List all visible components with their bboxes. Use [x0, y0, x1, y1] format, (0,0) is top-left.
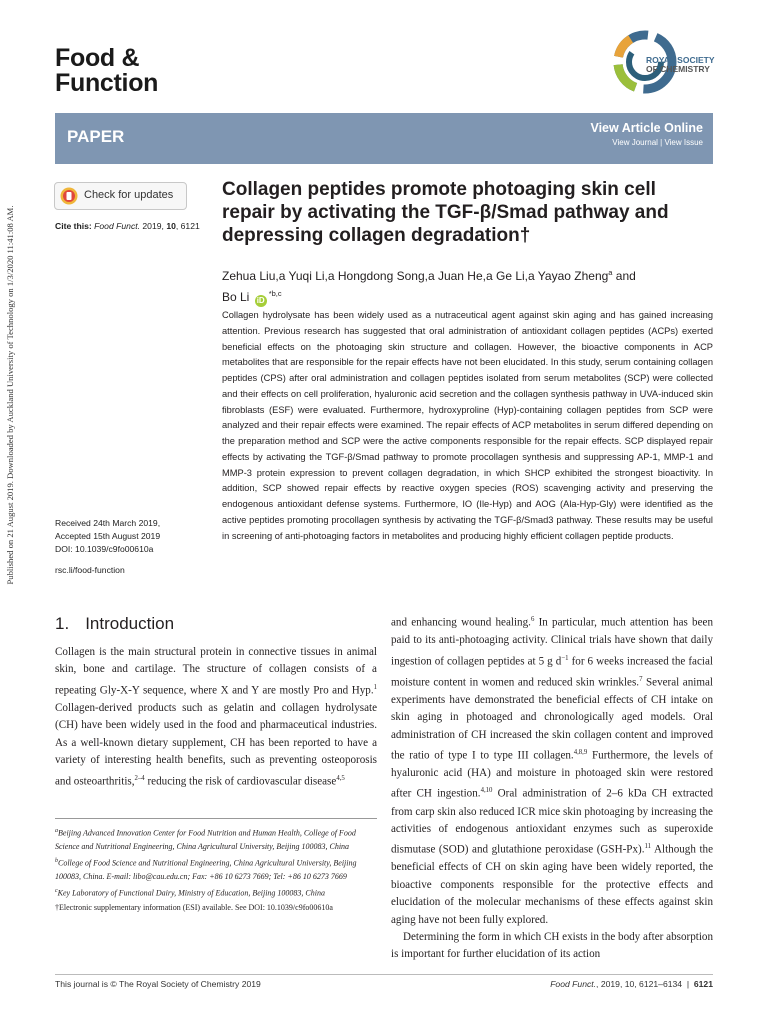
footnote-esi: †Electronic supplementary information (ESI) available. See DOI: 10.1039/c9fo00610a	[55, 902, 333, 912]
authors-line-1[interactable]: Zehua Liu,a Yuqi Li,a Hongdong Song,a Juan He,a Ge Li,a Yayao Zheng$^a$ and	[222, 268, 636, 283]
download-watermark: Published on 21 August 2019. Downloaded by Auckland University of Technology on 1/3/2020 11:41:08 AM.	[5, 205, 15, 585]
footnote-affiliation-a: $^a$Beijing Advanced Innovation Center for Food Nutrition and Human Health, College of Food Science and Nutritional Engineering, China Agricultural University, Beijing 100083, China	[55, 828, 356, 852]
accepted-date: Accepted 15th August 2019	[55, 531, 161, 541]
footer-citation: Food Funct., 2019, 10, 6121–6134 | 6121	[550, 979, 713, 989]
journal-title[interactable]	[55, 46, 225, 96]
article-type: PAPER	[67, 127, 125, 146]
article-title: Collagen peptides promote photoaging skin cell repair by activating the TGF-β/Smad pathway and depressing collagen degradation†	[222, 179, 669, 246]
check-updates-label: Check for updates	[84, 189, 174, 201]
check-updates-icon	[60, 187, 78, 205]
footnote-divider	[55, 818, 377, 819]
footer-divider	[55, 974, 713, 975]
footnote-affiliation-b: $^b$College of Food Science and Nutritional Engineering, China Agricultural University, Beijing 100083, China. E-mail: libo@cau.edu.cn; Fax: +86 10 6273 7669; Tel: +86 10 6273 7669	[55, 857, 357, 882]
rsc-logo-text: ROYAL SOCIETY OF CHEMISTRY	[646, 55, 715, 74]
citation: Cite this: Food Funct. 2019, 10, 6121	[55, 221, 200, 231]
section-heading: 1. Introduction	[55, 614, 175, 633]
view-journal-issue-links[interactable]: View Journal | View Issue	[612, 138, 703, 147]
body-column-left: Collagen is the main structural protein in connective tissues in animal skin, bone and cartilage. The structure of collagen consists of a repeating Gly-X-Y sequence, where X and Y are mostly Pro and Hyp.$^1$ Collagen-derived products such as gelatin and collagen hydrolysate (CH) have been widely used in the food and pharmaceutical industries. As a well-known dietary supplement, CH has been reported to have a variety of interesting health benefits, such as preventing osteoporosis and osteoarthritis,$^{2-4}$ reducing the risk of cardiovascular disease$^{4,5}$	[55, 646, 377, 788]
article-banner	[55, 113, 713, 164]
paragraph: and enhancing wound healing.$^6$ In particular, much attention has been paid to its anti-photoaging activity. Clinical trials have shown that daily ingestion of collagen peptides at 5 g $d^{-1}$ for 6 weeks increased the facial moisture content in women and reduced skin wrinkles.$^7$ Several animal experiments have demonstrated the beneficial effects of CH intake on skin aging in photoaged and chronologically aged models. Oral administration of CH increased the skin collagen content and improved the ratio of type I to type III collagen.$^{4,8,9}$ Furthermore, the levels of hyaluronic acid (HA) and moisture in photoaged skin were restored after CH ingestion.$^{4,10}$ Oral administration of 2–6 kDa CH extracted from carp skin also reduced ICR mice skin photoaging by increasing the activities of endogenous antioxidant enzymes such as superoxide dismutase (SOD) and glutathione peroxidase (GSH-Px).$^{11}$ Although the beneficial effects of CH on skin aging have been widely reported, the bioactive components responsible for the protective effects and elucidation of the molecular mechanisms of these effects against skin aging have not been fully explored.	[391, 616, 713, 926]
footnote-affiliation-c: $^c$Key Laboratory of Functional Dairy, Ministry of Education, Beijing 100083, China	[55, 887, 325, 898]
received-date: Received 24th March 2019,	[55, 518, 161, 528]
footnotes	[55, 825, 377, 916]
orcid-icon[interactable]: iD	[256, 296, 265, 305]
journal-title-line2: Function	[55, 69, 159, 97]
author-list	[222, 264, 702, 307]
footer-copyright: This journal is © The Royal Society of Chemistry 2019	[55, 979, 261, 989]
journal-title-line1: Food &	[55, 44, 140, 72]
view-article-online-link[interactable]: View Article Online	[590, 121, 703, 135]
paragraph: Determining the form in which CH exists in the body after absorption is important for further elucidation of its action	[391, 931, 713, 961]
doi[interactable]: DOI: 10.1039/c9fo00610a	[55, 544, 154, 554]
authors-line-2[interactable]: Bo Li iD$^{*b,c}$	[222, 289, 282, 305]
body-column-right	[391, 611, 713, 964]
abstract: Collagen hydrolysate has been widely used as a nutraceutical agent against skin aging and has gained increasing attention. Previous research has suggested that oral administration of antioxidant collagen peptides (ACPs) exerted beneficial effects on the photoaging skin structure and collagen. However, the bioactive components in ACP metabolites that are responsible for the repair effects have not been elucidated. In this study, serum containing collagen peptides (CPS) after oral administration and collagen peptides isolated from serum metabolites (SCP) were collected and their effects on cell proliferation, hyaluronic acid secretion and the collagen synthesis pathway in UVA-induced skin fibroblasts (ESF) were evaluated. Furthermore, hydroxyproline (Hyp)-containing collagen peptides from SCP were analyzed and their repair effects were examined. The repair effects of ACP metabolites in serum differed depending on the preparation method and SCP were the active components responsible for the repair effects. SCP displayed repair effects by activating the TGF-β/Smad pathway to promote procollagen synthesis and suppressing AP-1, MMP-1 and MMP-3 protein expression to prevent collagen degradation, in which SHCP exhibited the strongest bioactivity. In addition, SCP showed repair effects by reactive oxygen species (ROS) scavenging activity and preserving the endogenous antioxidant defense systems. Furthermore, IO (Ile-Hyp) and AOG (Ala-Hyp-Gly) were identified as the active peptides promoting procollagen synthesis by activating the TGF-β/Smad3 pathway. These results may be useful in screening of anti-photoaging factors in metabolites and producing highly efficient collagen peptide products.	[222, 310, 713, 541]
check-for-updates-button[interactable]	[54, 182, 187, 210]
journal-link[interactable]: rsc.li/food-function	[55, 565, 125, 575]
article-dates	[55, 517, 160, 556]
